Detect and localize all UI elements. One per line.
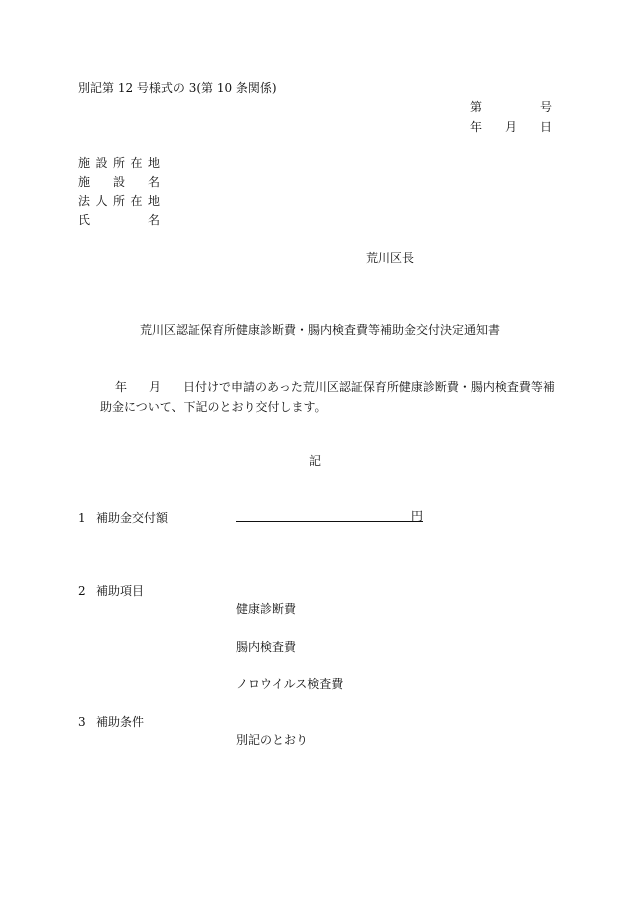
item2-value: ノロウイルス検査費 [236, 677, 344, 691]
item2-number: 2 [78, 584, 86, 598]
item3-value: 別記のとおり [236, 733, 309, 747]
date-day: 日 [540, 120, 553, 134]
body-month: 月 [149, 380, 162, 394]
amount-underline [236, 521, 423, 522]
corp-address-label: 法人所在地 [78, 194, 160, 208]
form-reference: 別記第 12 号様式の 3(第 10 条関係) [78, 81, 277, 95]
number-go: 号 [540, 100, 553, 114]
number-dai: 第 [470, 100, 483, 114]
date-month: 月 [505, 120, 518, 134]
item3-number: 3 [78, 715, 86, 729]
item3-label: 補助条件 [96, 715, 145, 729]
facility-address-label: 施設所在地 [78, 156, 160, 170]
body-line2: 助金について、下記のとおり交付します。 [100, 400, 327, 414]
item1-unit: 円 [411, 509, 424, 523]
facility-name-label: 施設名 [78, 175, 160, 189]
item2-value: 腸内検査費 [236, 640, 297, 654]
date-year: 年 [470, 120, 483, 134]
item1-label: 補助金交付額 [96, 511, 169, 525]
item2-value: 健康診断費 [236, 602, 297, 616]
document-title: 荒川区認証保育所健康診断費・腸内検査費等補助金交付決定通知書 [140, 323, 501, 337]
body-line1: 日付けで申請のあった荒川区認証保育所健康診断費・腸内検査費等補 [183, 380, 555, 394]
item1-number: 1 [78, 511, 86, 525]
body-year: 年 [115, 380, 128, 394]
ki-marker: 記 [309, 454, 322, 468]
issuer-title: 荒川区長 [366, 251, 415, 265]
item2-label: 補助項目 [96, 584, 145, 598]
name-label: 氏名 [78, 213, 160, 227]
